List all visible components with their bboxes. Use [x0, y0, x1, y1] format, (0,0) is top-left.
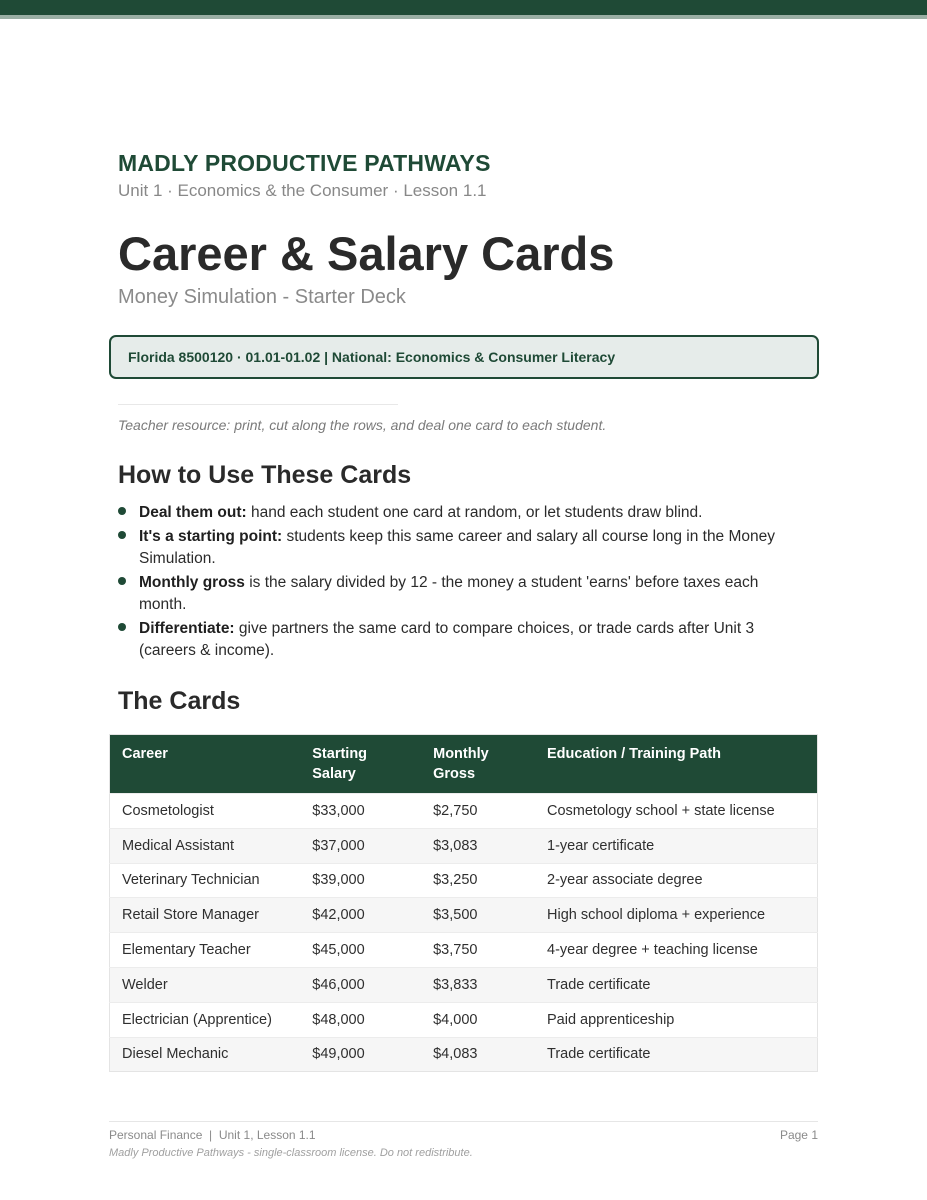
- brand-name: MADLY PRODUCTIVE PATHWAYS: [118, 150, 491, 176]
- cell-career: Veterinary Technician: [110, 863, 301, 898]
- cell-monthly-gross: $4,000: [421, 1002, 535, 1037]
- bullet-text: hand each student one card at random, or let students draw blind.: [246, 504, 703, 521]
- table-row: [110, 863, 818, 898]
- column-header-education-path: Education / Training Path: [547, 746, 722, 762]
- column-header-career: Career: [122, 746, 168, 762]
- career-cards-table: [109, 734, 818, 1072]
- bullet-icon: [118, 623, 126, 631]
- bullet-icon: [118, 577, 126, 585]
- table-row: [110, 1002, 818, 1037]
- teacher-note: Teacher resource: print, cut along the rows, and deal one card to each student.: [118, 417, 607, 433]
- bullet-lead: Deal them out:: [139, 504, 247, 521]
- cell-starting-salary: $45,000: [300, 933, 421, 968]
- footer-course-info: Personal Finance | Unit 1, Lesson 1.1: [109, 1128, 316, 1142]
- cell-career: Diesel Mechanic: [110, 1037, 301, 1072]
- cell-monthly-gross: $3,500: [421, 898, 535, 933]
- table-row: [110, 967, 818, 1002]
- cell-monthly-gross: $3,250: [421, 863, 535, 898]
- table-row: [110, 828, 818, 863]
- page-title: Career & Salary Cards: [118, 227, 615, 280]
- top-color-bar: [0, 0, 927, 15]
- cell-starting-salary: $33,000: [300, 794, 421, 829]
- cell-career: Retail Store Manager: [110, 898, 301, 933]
- cell-career: Medical Assistant: [110, 828, 301, 863]
- footer-divider: [109, 1121, 818, 1122]
- divider: [118, 404, 398, 405]
- cell-career: Cosmetologist: [110, 794, 301, 829]
- cell-education-path: Paid apprenticeship: [535, 1002, 818, 1037]
- cell-education-path: 1-year certificate: [535, 828, 818, 863]
- cell-education-path: 4-year degree + teaching license: [535, 933, 818, 968]
- column-header-starting-salary: Starting Salary: [312, 746, 368, 782]
- cell-starting-salary: $37,000: [300, 828, 421, 863]
- table-row: [110, 794, 818, 829]
- license-notice: Madly Productive Pathways - single-classroom license. Do not redistribute.: [109, 1147, 473, 1159]
- how-to-list: [118, 502, 808, 664]
- cell-education-path: Trade certificate: [535, 967, 818, 1002]
- cell-starting-salary: $42,000: [300, 898, 421, 933]
- list-item: [118, 502, 808, 525]
- table-header-row: [110, 735, 818, 794]
- how-to-heading: How to Use These Cards: [118, 461, 412, 489]
- cell-monthly-gross: $2,750: [421, 794, 535, 829]
- cell-monthly-gross: $4,083: [421, 1037, 535, 1072]
- cell-education-path: Trade certificate: [535, 1037, 818, 1072]
- column-header-monthly-gross: Monthly Gross: [433, 746, 489, 782]
- list-item: [118, 526, 808, 571]
- table-row: [110, 1037, 818, 1072]
- list-item: [118, 618, 808, 663]
- cell-career: Electrician (Apprentice): [110, 1002, 301, 1037]
- bullet-text: students keep this same career and salary all course long in the Money Simulation.: [139, 527, 776, 567]
- cell-career: Welder: [110, 967, 301, 1002]
- unit-lesson-line: Unit 1 · Economics & the Consumer · Lesson 1.1: [118, 181, 487, 200]
- standards-box: Florida 8500120 · 01.01-01.02 | National: Economics & Consumer Literacy: [109, 335, 819, 379]
- cell-education-path: High school diploma + experience: [535, 898, 818, 933]
- cell-monthly-gross: $3,833: [421, 967, 535, 1002]
- bullet-lead: Monthly gross: [139, 573, 245, 591]
- cell-education-path: Cosmetology school + state license: [535, 794, 818, 829]
- cell-education-path: 2-year associate degree: [535, 863, 818, 898]
- list-item: [118, 572, 808, 617]
- cell-starting-salary: $39,000: [300, 863, 421, 898]
- cell-career: Elementary Teacher: [110, 933, 301, 968]
- cell-monthly-gross: $3,750: [421, 933, 535, 968]
- cell-starting-salary: $49,000: [300, 1037, 421, 1072]
- bullet-text: give partners the same card to compare choices, or trade cards after Unit 3 (careers & income).: [139, 619, 755, 659]
- page-number: Page 1: [779, 1128, 818, 1142]
- bullet-lead: Differentiate:: [139, 619, 235, 637]
- bullet-icon: [118, 531, 126, 539]
- bullet-icon: [118, 507, 126, 515]
- cell-monthly-gross: $3,083: [421, 828, 535, 863]
- table-row: [110, 933, 818, 968]
- cell-starting-salary: $48,000: [300, 1002, 421, 1037]
- page-subtitle: Money Simulation - Starter Deck: [118, 286, 406, 308]
- top-accent-bar: [0, 15, 927, 19]
- cell-starting-salary: $46,000: [300, 967, 421, 1002]
- table-row: [110, 898, 818, 933]
- bullet-text: is the salary divided by 12 - the money a student 'earns' before taxes each month.: [139, 573, 759, 613]
- bullet-lead: It's a starting point:: [139, 527, 283, 545]
- cards-heading: The Cards: [118, 687, 241, 715]
